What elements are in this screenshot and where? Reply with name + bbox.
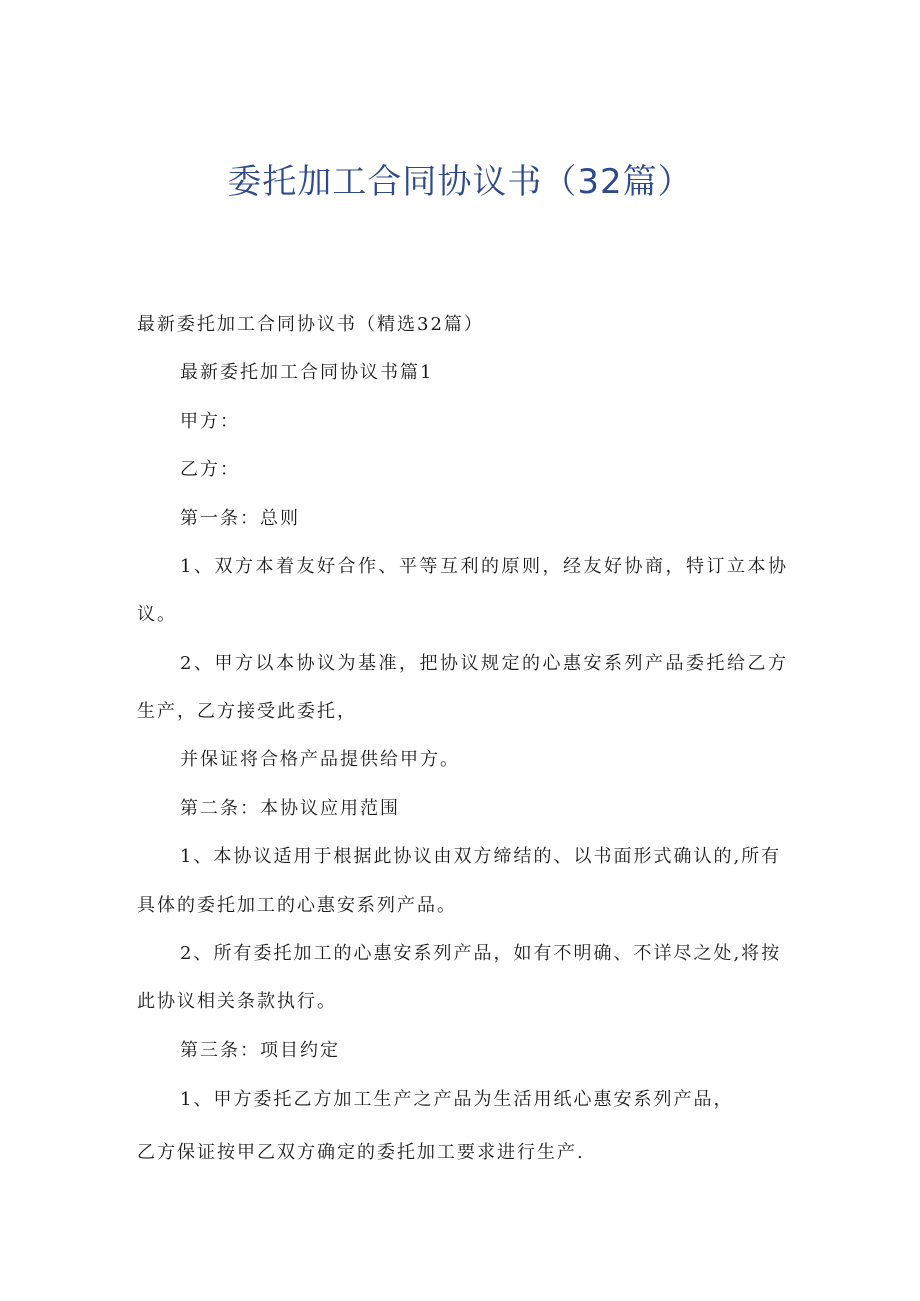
article-1-heading: 第一条：总则 <box>180 508 300 529</box>
section-heading: 最新委托加工合同协议书篇1 <box>180 362 434 383</box>
document-subtitle: 最新委托加工合同协议书（精选32篇） <box>137 314 484 335</box>
document-title: 委托加工合同协议书（32篇） <box>227 162 693 202</box>
paragraph-line: 2、甲方以本协议为基准，把协议规定的心惠安系列产品委托给乙方 <box>180 653 789 674</box>
paragraph-line: 生产，乙方接受此委托， <box>137 701 357 722</box>
paragraph-line: 1、双方本着友好合作、平等互利的原则，经友好协商，特订立本协 <box>180 556 789 577</box>
paragraph-line: 2、所有委托加工的心惠安系列产品，如有不明确、不详尽之处,将按 <box>180 943 782 964</box>
paragraph-line: 此协议相关条款执行。 <box>137 991 337 1012</box>
party-b-label: 乙方： <box>180 459 240 480</box>
article-2-heading: 第二条：本协议应用范围 <box>180 798 400 819</box>
paragraph-line: 具体的委托加工的心惠安系列产品。 <box>137 895 457 916</box>
paragraph-line: 乙方保证按甲乙双方确定的委托加工要求进行生产. <box>137 1142 585 1163</box>
paragraph-line: 并保证将合格产品提供给甲方。 <box>180 749 460 770</box>
paragraph-line: 1、甲方委托乙方加工生产之产品为生活用纸心惠安系列产品， <box>180 1089 734 1110</box>
party-a-label: 甲方： <box>180 411 240 432</box>
article-3-heading: 第三条：项目约定 <box>180 1040 340 1061</box>
paragraph-line: 1、本协议适用于根据此协议由双方缔结的、以书面形式确认的,所有 <box>180 846 782 867</box>
paragraph-line: 议。 <box>137 604 177 625</box>
